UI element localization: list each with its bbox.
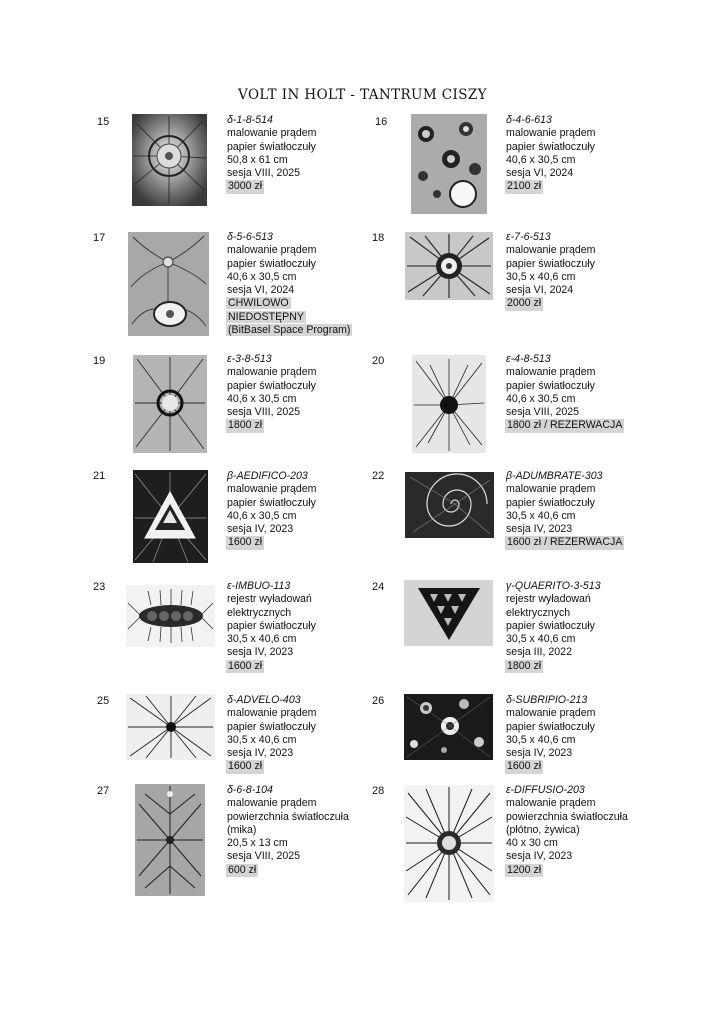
artwork-info bbox=[506, 470, 656, 550]
artwork-material: papier światłoczuły bbox=[506, 379, 595, 392]
artwork-size: 40,6 x 30,5 cm bbox=[506, 392, 576, 405]
artwork-info bbox=[227, 784, 377, 877]
artwork-material: papier światłoczuły bbox=[506, 496, 595, 509]
artwork-thumbnail bbox=[132, 114, 207, 206]
artwork-session: sesja VIII, 2025 bbox=[506, 406, 580, 419]
artwork-size: 30,5 x 40,6 cm bbox=[506, 733, 576, 746]
artwork-price: 1800 zł / REZERWACJA bbox=[507, 419, 623, 432]
artwork-title: δ-1-8-514 bbox=[227, 114, 273, 126]
item-number: 19 bbox=[93, 355, 106, 367]
artwork-price: 2000 zł bbox=[507, 297, 542, 310]
artwork-session: sesja IV, 2023 bbox=[227, 523, 294, 536]
item-number: 22 bbox=[372, 470, 385, 482]
artwork-material: powierzchnia światłoczuła bbox=[506, 810, 628, 823]
artwork-size: 40,6 x 30,5 cm bbox=[227, 509, 297, 522]
item-number: 25 bbox=[97, 695, 110, 707]
artwork-technique: malowanie prądem bbox=[227, 797, 317, 810]
item-number: 17 bbox=[93, 232, 106, 244]
artwork-status: NIEDOSTĘPNY bbox=[228, 310, 304, 323]
artwork-price: 600 zł bbox=[228, 863, 257, 876]
artwork-info bbox=[506, 114, 656, 194]
artwork-thumbnail bbox=[405, 232, 493, 300]
artwork-title: δ-ADVELO-403 bbox=[227, 694, 301, 706]
artwork-material: papier światłoczuły bbox=[227, 257, 316, 270]
artwork-technique: malowanie prądem bbox=[227, 707, 317, 720]
artwork-price: 2100 zł bbox=[507, 180, 542, 193]
item-number: 27 bbox=[97, 785, 110, 797]
artwork-info bbox=[227, 694, 377, 774]
artwork-material: papier światłoczuły bbox=[227, 720, 316, 733]
artwork-technique: malowanie prądem bbox=[506, 366, 596, 379]
artwork-price: 1600 zł bbox=[507, 760, 542, 773]
item-number: 21 bbox=[93, 470, 106, 482]
artwork-status: CHWILOWO bbox=[228, 297, 289, 310]
artwork-technique: malowanie prądem bbox=[227, 366, 317, 379]
page-title: VOLT IN HOLT - TANTRUM CISZY bbox=[238, 87, 487, 103]
artwork-info bbox=[506, 231, 656, 311]
artwork-title: ε-3-8-513 bbox=[227, 353, 272, 365]
artwork-thumbnail bbox=[404, 785, 494, 902]
artwork-price: 1600 zł bbox=[228, 760, 263, 773]
artwork-thumbnail bbox=[404, 580, 493, 646]
artwork-material: papier światłoczuły bbox=[227, 140, 316, 153]
artwork-technique: malowanie prądem bbox=[227, 244, 317, 257]
artwork-title: δ-5-6-513 bbox=[227, 231, 273, 243]
artwork-material: papier światłoczuły bbox=[227, 496, 316, 509]
item-number: 28 bbox=[372, 785, 385, 797]
artwork-technique: malowanie prądem bbox=[227, 483, 317, 496]
artwork-status: (BitBasel Space Program) bbox=[228, 324, 351, 337]
artwork-thumbnail bbox=[411, 114, 487, 214]
artwork-session: sesja III, 2022 bbox=[506, 646, 572, 659]
artwork-size: 40,6 x 30,5 cm bbox=[227, 392, 297, 405]
artwork-price: 3000 zł bbox=[228, 180, 263, 193]
artwork-session: sesja IV, 2023 bbox=[506, 523, 573, 536]
item-number: 18 bbox=[372, 232, 385, 244]
artwork-title: γ-QUAERITO-3-513 bbox=[506, 580, 601, 592]
artwork-title: β-AEDIFICO-203 bbox=[227, 470, 308, 482]
artwork-info bbox=[506, 694, 656, 774]
artwork-technique: malowanie prądem bbox=[506, 707, 596, 720]
artwork-price: 1800 zł bbox=[507, 659, 542, 672]
artwork-thumbnail bbox=[405, 472, 494, 538]
artwork-title: ε-DIFFUSIO-203 bbox=[506, 784, 585, 796]
artwork-size: 30,5 x 40,6 cm bbox=[506, 509, 576, 522]
artwork-technique: malowanie prądem bbox=[506, 127, 596, 140]
artwork-technique: rejestr wyładowań bbox=[506, 593, 591, 606]
artwork-thumbnail bbox=[404, 694, 493, 760]
item-number: 20 bbox=[372, 355, 385, 367]
artwork-material-cont: (mika) bbox=[227, 823, 257, 836]
artwork-info bbox=[506, 353, 656, 433]
artwork-title: ε-4-8-513 bbox=[506, 353, 551, 365]
artwork-info bbox=[227, 353, 377, 433]
artwork-title: δ-SUBRIPIO-213 bbox=[506, 694, 588, 706]
artwork-size: 30,5 x 40,6 cm bbox=[227, 733, 297, 746]
artwork-technique: malowanie prądem bbox=[227, 127, 317, 140]
item-number: 16 bbox=[375, 116, 388, 128]
artwork-price: 1600 zł bbox=[228, 659, 263, 672]
artwork-info bbox=[506, 784, 656, 877]
artwork-session: sesja IV, 2023 bbox=[506, 747, 573, 760]
artwork-size: 40,6 x 30,5 cm bbox=[227, 270, 297, 283]
artwork-technique: rejestr wyładowań bbox=[227, 593, 312, 606]
artwork-material: papier światłoczuły bbox=[227, 379, 316, 392]
artwork-size: 30,5 x 40,6 cm bbox=[506, 270, 576, 283]
artwork-size: 50,8 x 61 cm bbox=[227, 153, 288, 166]
artwork-thumbnail bbox=[135, 784, 205, 896]
artwork-title: ε-7-6-513 bbox=[506, 231, 551, 243]
artwork-session: sesja VIII, 2025 bbox=[227, 850, 301, 863]
artwork-info bbox=[227, 114, 377, 194]
artwork-session: sesja IV, 2023 bbox=[227, 747, 294, 760]
artwork-price: 1600 zł / REZERWACJA bbox=[507, 536, 623, 549]
artwork-material: papier światłoczuły bbox=[506, 720, 595, 733]
artwork-technique: malowanie prądem bbox=[506, 483, 596, 496]
artwork-thumbnail bbox=[133, 355, 207, 453]
artwork-size: 40 x 30 cm bbox=[506, 837, 558, 850]
artwork-session: sesja IV, 2023 bbox=[227, 646, 294, 659]
artwork-material: papier światłoczuły bbox=[506, 140, 595, 153]
item-number: 26 bbox=[372, 695, 385, 707]
artwork-title: δ-6-8-104 bbox=[227, 784, 273, 796]
artwork-size: 40,6 x 30,5 cm bbox=[506, 153, 576, 166]
artwork-technique: malowanie prądem bbox=[506, 797, 596, 810]
artwork-session: sesja VIII, 2025 bbox=[227, 167, 301, 180]
artwork-material-cont: (płótno, żywica) bbox=[506, 823, 580, 836]
artwork-price: 1600 zł bbox=[228, 536, 263, 549]
artwork-session: sesja VIII, 2025 bbox=[227, 406, 301, 419]
artwork-material: papier światłoczuły bbox=[227, 619, 316, 632]
artwork-title: β-ADUMBRATE-303 bbox=[506, 470, 603, 482]
artwork-thumbnail bbox=[126, 694, 215, 760]
artwork-title: δ-4-6-613 bbox=[506, 114, 552, 126]
artwork-size: 20,5 x 13 cm bbox=[227, 837, 288, 850]
artwork-material: papier światłoczuły bbox=[506, 257, 595, 270]
artwork-title: ε-IMBUO-113 bbox=[227, 580, 291, 592]
artwork-thumbnail bbox=[128, 232, 209, 336]
artwork-session: sesja VI, 2024 bbox=[506, 284, 574, 297]
artwork-price: 1800 zł bbox=[228, 419, 263, 432]
item-number: 15 bbox=[97, 116, 110, 128]
artwork-price: 1200 zł bbox=[507, 863, 542, 876]
artwork-info bbox=[227, 470, 377, 550]
artwork-size: 30,5 x 40,6 cm bbox=[227, 633, 297, 646]
artwork-size: 30,5 x 40,6 cm bbox=[506, 633, 576, 646]
artwork-info bbox=[227, 231, 377, 337]
artwork-info bbox=[227, 580, 377, 673]
artwork-session: sesja VI, 2024 bbox=[506, 167, 574, 180]
artwork-technique-cont: elektrycznych bbox=[227, 606, 292, 619]
artwork-thumbnail bbox=[126, 585, 215, 647]
artwork-thumbnail bbox=[412, 355, 486, 453]
artwork-session: sesja IV, 2023 bbox=[506, 850, 573, 863]
artwork-technique: malowanie prądem bbox=[506, 244, 596, 257]
artwork-material: papier światłoczuły bbox=[506, 619, 595, 632]
artwork-technique-cont: elektrycznych bbox=[506, 606, 571, 619]
item-number: 23 bbox=[93, 581, 106, 593]
artwork-info bbox=[506, 580, 656, 673]
artwork-thumbnail bbox=[133, 470, 208, 563]
item-number: 24 bbox=[372, 581, 385, 593]
artwork-session: sesja VI, 2024 bbox=[227, 284, 295, 297]
artwork-material: powierzchnia światłoczuła bbox=[227, 810, 349, 823]
